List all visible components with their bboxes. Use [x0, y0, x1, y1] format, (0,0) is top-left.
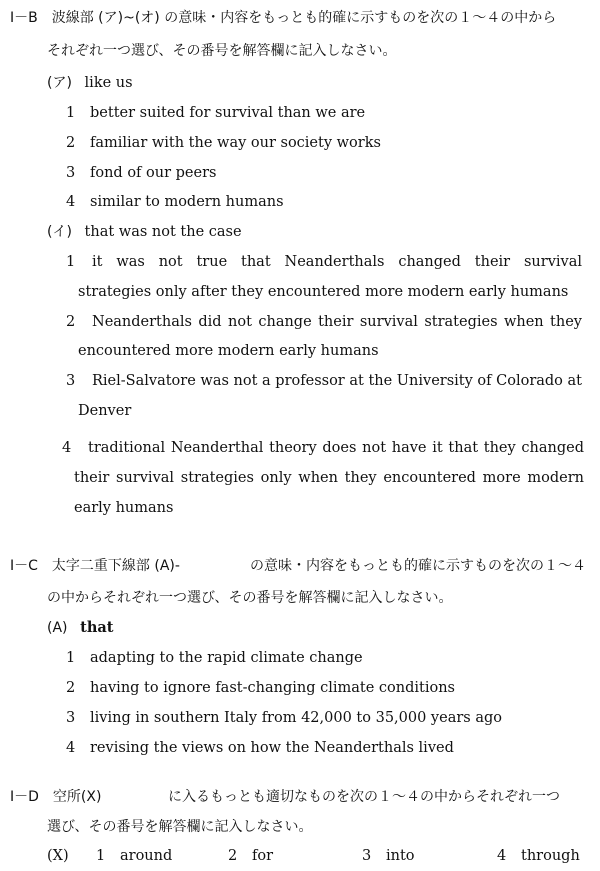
section-ib-instruction-line2: それぞれ一つ選び、その番号を解答欄に記入しなさい。 [47, 43, 397, 59]
section-ib-instruction-line1: I－B 波線部 (ア)~(オ) の意味・内容をもっとも的確に示すものを次の１～４の中から [10, 10, 557, 26]
option-A-4: 4 revising the views on how the Neanderthals lived [66, 740, 454, 756]
option-i-1-line1: it was not true that Neanderthals changed their survival [92, 254, 582, 270]
option-i-3-num: 3 [66, 373, 76, 389]
option-i-4-line2: their survival strategies only when they encountered more modern [74, 470, 584, 486]
choice-X-3: 3 into [362, 848, 415, 864]
option-A-1: 1 adapting to the rapid climate change [66, 650, 363, 666]
option-a-1: 1 better suited for survival than we are [66, 105, 366, 121]
option-i-1-line2: strategies only after they encountered more modern early humans [78, 284, 569, 300]
option-i-4-line3: early humans [74, 500, 174, 516]
option-i-3-line2: Denver [78, 403, 132, 419]
option-A-2: 2 having to ignore fast-changing climate conditions [66, 680, 455, 696]
question-a-marker: (ア) [47, 75, 72, 91]
choice-X-4: 4 through [497, 848, 580, 864]
option-i-1-num: 1 [66, 254, 76, 270]
option-i-2-line2: encountered more modern early humans [78, 343, 379, 359]
option-A-3: 3 living in southern Italy from 42,000 to 35,000 years ago [66, 710, 502, 726]
option-a-2: 2 familiar with the way our society works [66, 135, 381, 151]
question-i [47, 222, 242, 242]
question-a-text: like us [84, 75, 133, 91]
question-A-word: that [80, 619, 114, 636]
section-ic-instruction-line1a: I－C 太字二重下線部 (A)- [10, 558, 180, 574]
question-A [47, 618, 113, 638]
option-i-4-num: 4 [62, 440, 72, 456]
section-id-instruction-line1a: I－D 空所(X) [10, 789, 102, 805]
question-i-marker: (イ) [47, 224, 72, 240]
section-ic-instruction-line1b: の意味・内容をもっとも的確に示すものを次の１～４ [250, 558, 586, 574]
question-X-marker: (X) [47, 848, 69, 864]
option-i-2-num: 2 [66, 314, 76, 330]
section-id-instruction-line2: 選び、その番号を解答欄に記入しなさい。 [47, 819, 313, 835]
option-i-3-line1: Riel-Salvatore was not a professor at the University of Colorado at [92, 373, 582, 389]
question-A-marker: (A) [47, 620, 68, 636]
question-a [47, 73, 133, 93]
section-ic-instruction-line2: の中からそれぞれ一つ選び、その番号を解答欄に記入しなさい。 [47, 590, 453, 606]
option-i-2-line1: Neanderthals did not change their survival strategies when they [92, 314, 582, 330]
option-i-4-line1: traditional Neanderthal theory does not have it that they changed [88, 440, 584, 456]
section-id-instruction-line1b: に入るもっとも適切なものを次の１～４の中からそれぞれ一つ [168, 789, 560, 805]
option-a-3: 3 fond of our peers [66, 165, 217, 181]
question-i-text: that was not the case [84, 224, 242, 240]
option-a-4: 4 similar to modern humans [66, 194, 284, 210]
choice-X-2: 2 for [228, 848, 274, 864]
choice-X-1: 1 around [96, 848, 173, 864]
